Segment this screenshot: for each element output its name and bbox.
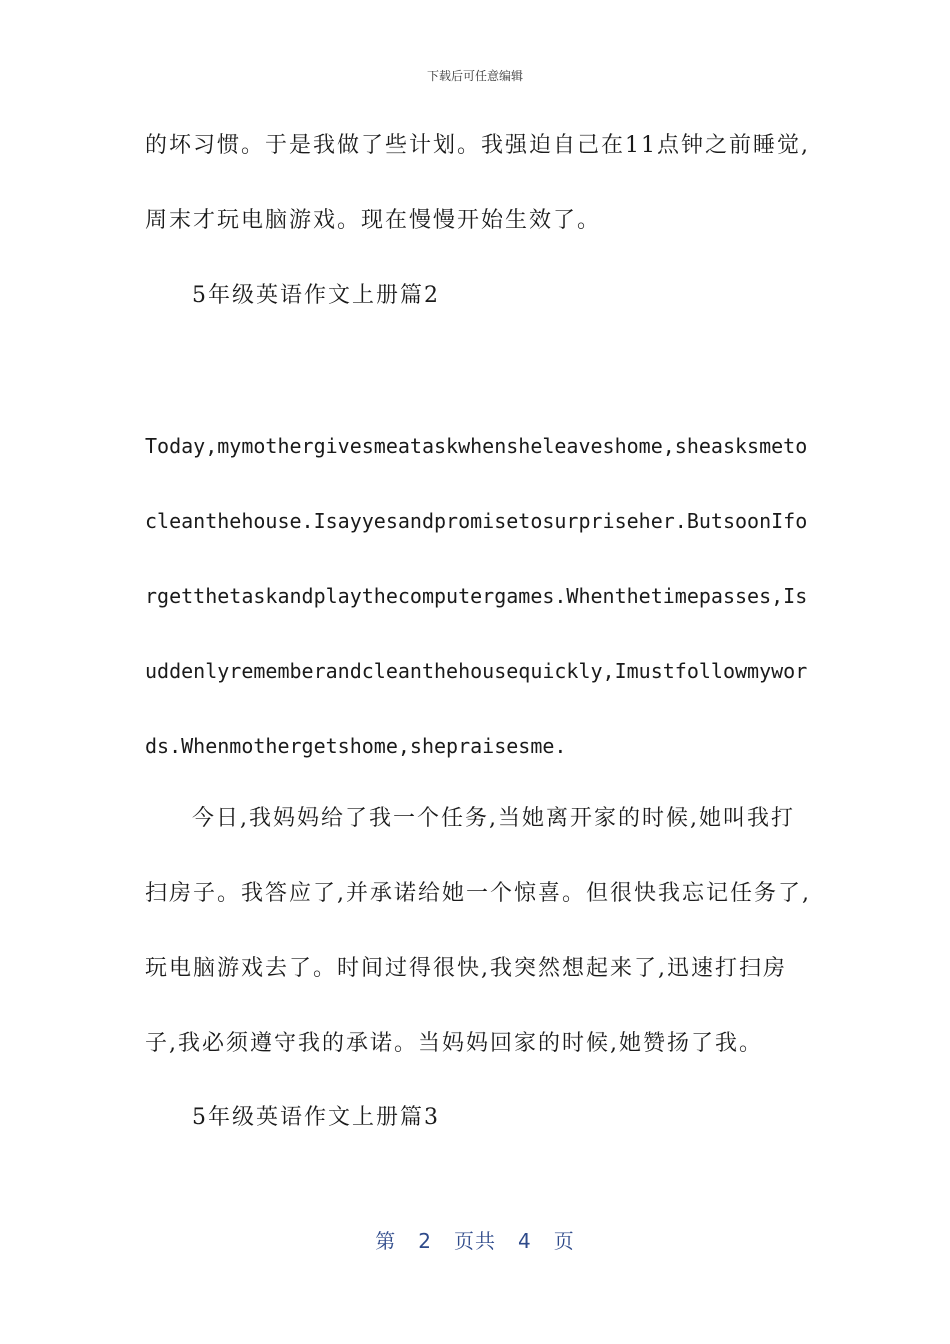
body-line-2: 周末才玩电脑游戏。现在慢慢开始生效了。 (145, 208, 602, 233)
header-note: 下载后可任意编辑 (426, 69, 523, 83)
page-footer (0, 1225, 950, 1254)
translation-line-2: 扫房子。我答应了,并承诺给她一个惊喜。但很快我忘记任务了, (145, 881, 811, 906)
english-line-4: uddenlyrememberandcleanthehousequickly,Imustfollowmywor (145, 659, 808, 683)
translation-line-1: 今日,我妈妈给了我一个任务,当她离开家的时候,她叫我打 (192, 806, 795, 831)
footer-total-pages: 4 (518, 1229, 532, 1253)
section-heading-3: 5年级英语作文上册篇3 (192, 1105, 440, 1130)
english-line-2: cleanthehouse.Isayyesandpromisetosurpriseher.ButsoonIfo (145, 509, 808, 533)
footer-prefix: 第 (375, 1229, 397, 1253)
footer-current-page: 2 (418, 1229, 432, 1253)
section-heading-2: 5年级英语作文上册篇2 (192, 283, 440, 308)
body-line-1: 的坏习惯。于是我做了些计划。我强迫自己在11点钟之前睡觉, (145, 133, 810, 158)
footer-mid: 页共 (454, 1229, 496, 1253)
translation-line-4: 子,我必须遵守我的承诺。当妈妈回家的时候,她赞扬了我。 (145, 1031, 763, 1056)
english-line-5: ds.Whenmothergetshome,shepraisesme. (145, 734, 567, 758)
english-line-1: Today,mymothergivesmeataskwhensheleaveshome,sheasksmeto (145, 434, 808, 458)
footer-suffix: 页 (553, 1229, 575, 1253)
translation-line-3: 玩电脑游戏去了。时间过得很快,我突然想起来了,迅速打扫房 (145, 956, 787, 981)
english-line-3: rgetthetaskandplaythecomputergames.Whenthetimepasses,Is (145, 584, 808, 608)
